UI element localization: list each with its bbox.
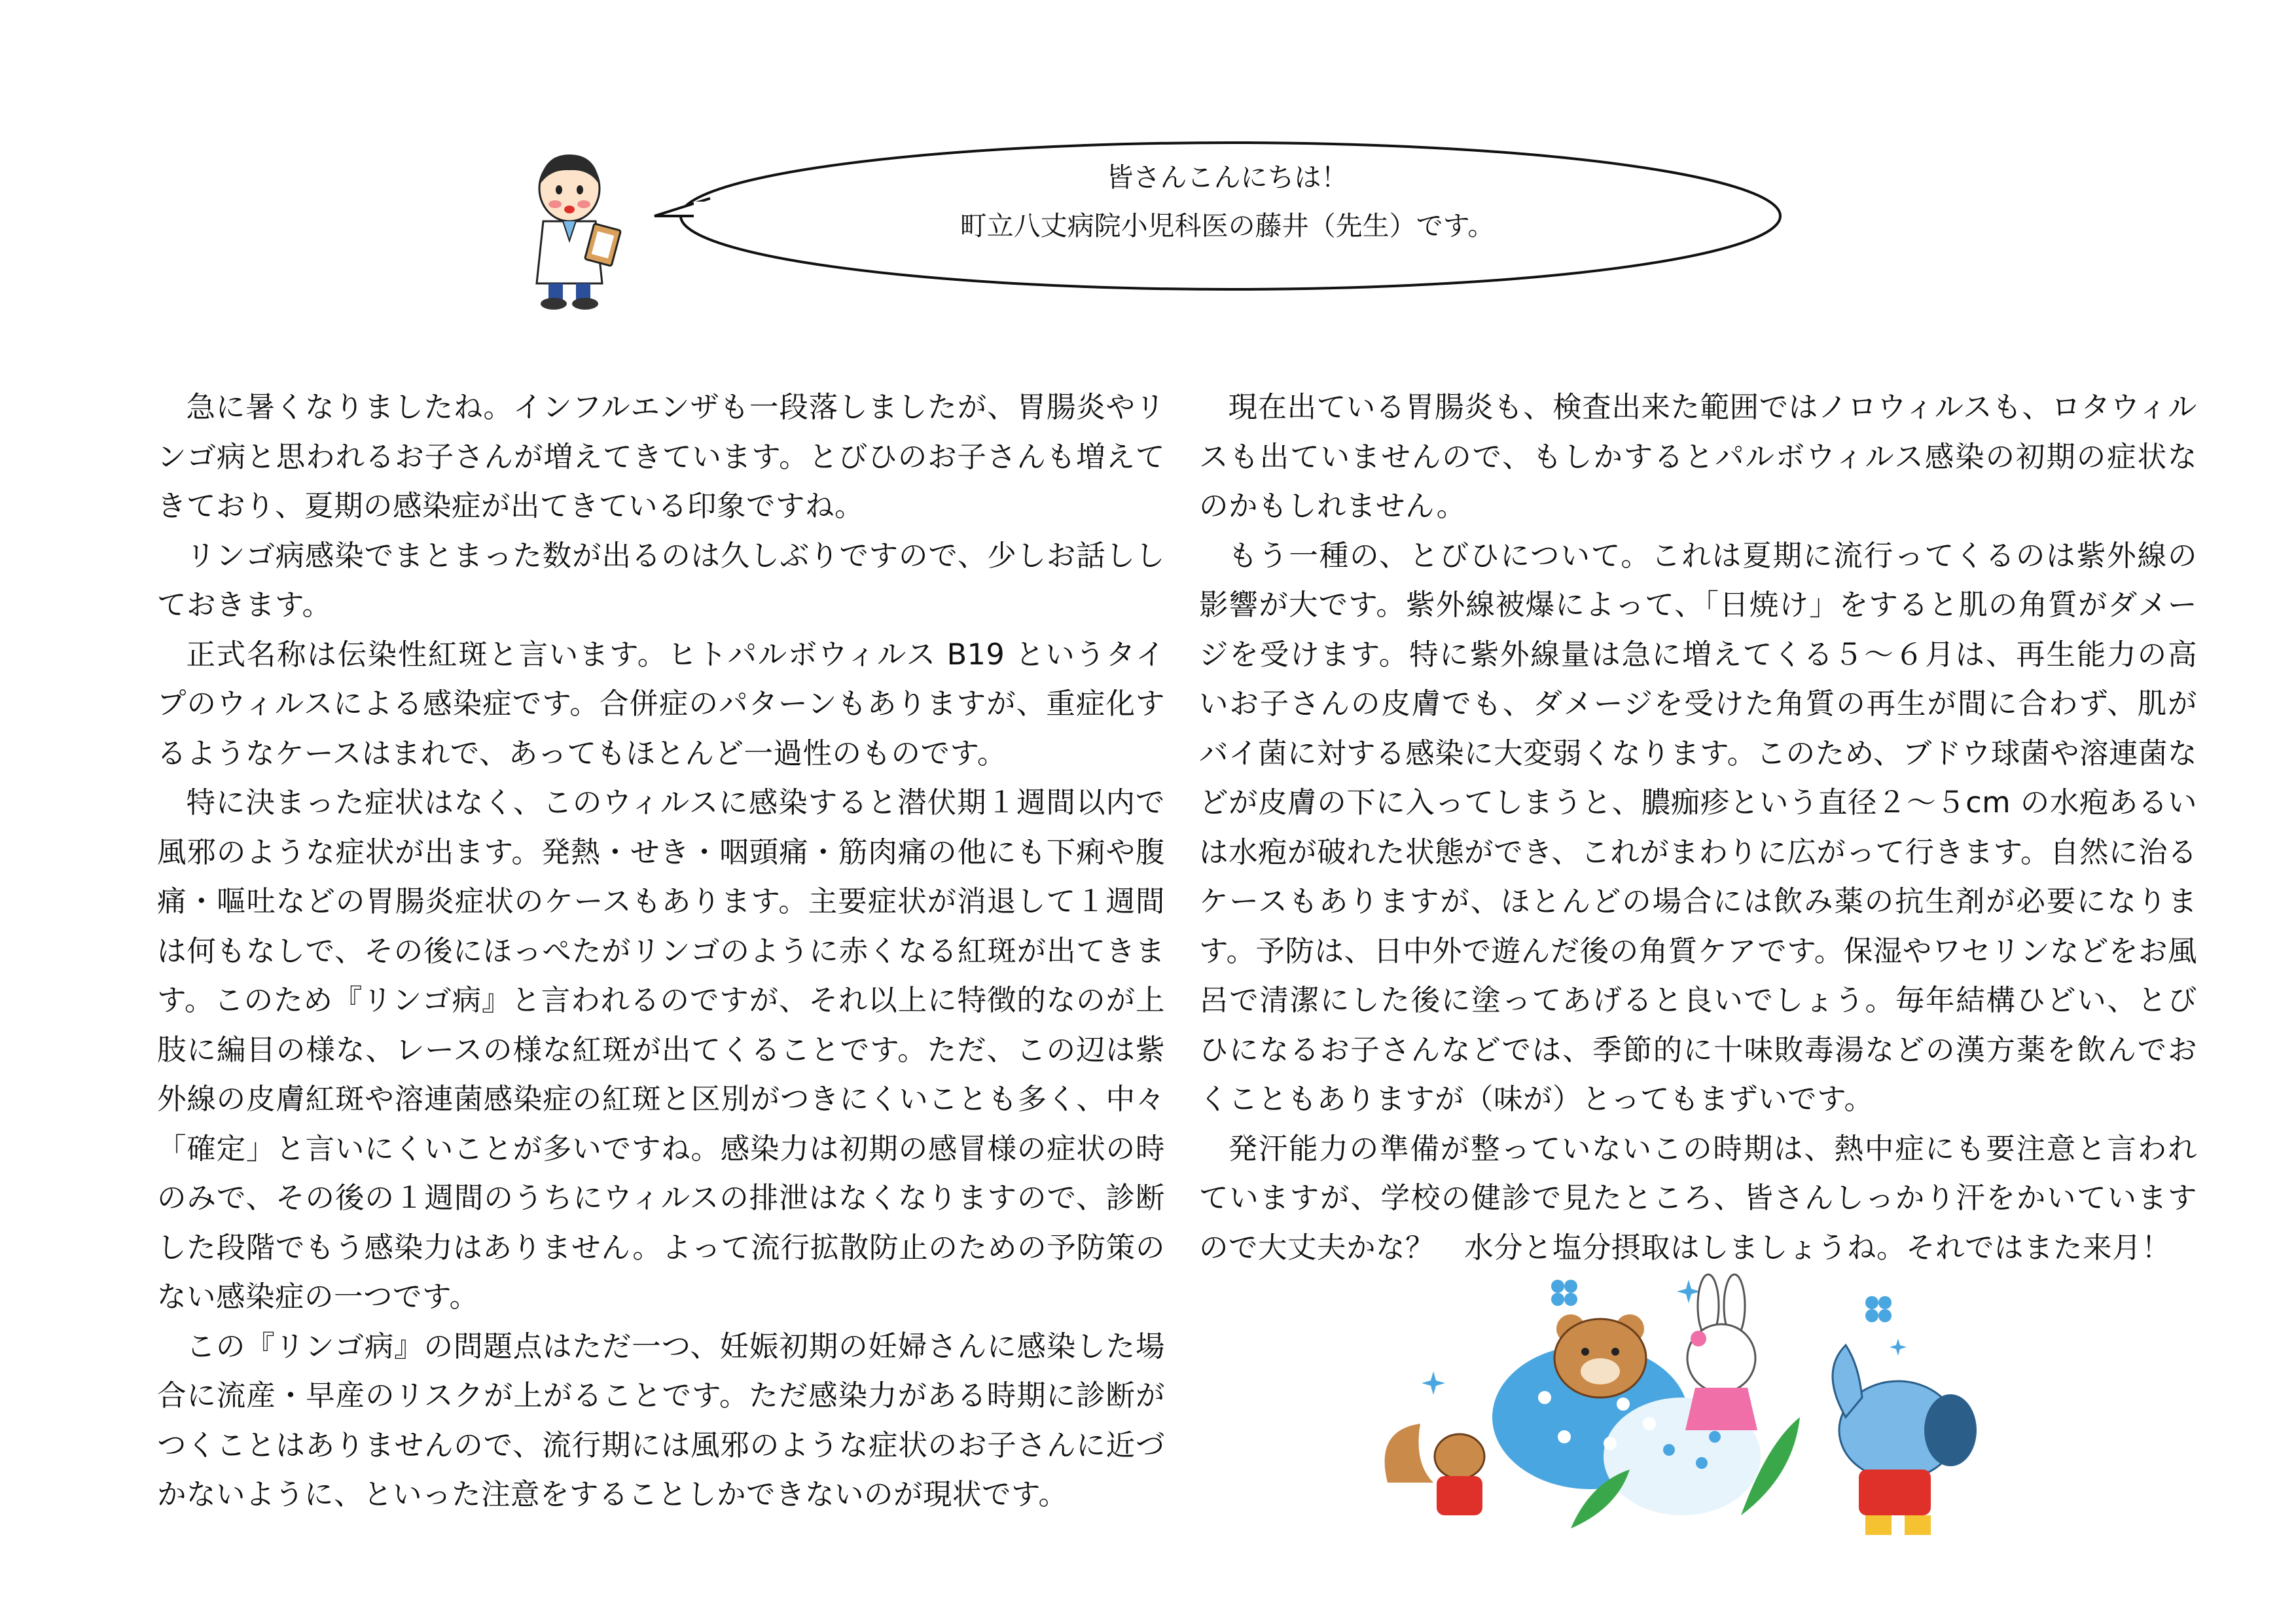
doctor-illustration [517, 149, 622, 313]
bear-icon [1554, 1314, 1646, 1398]
animals-illustration [1374, 1267, 2016, 1542]
paragraph: リンゴ病感染でまとまった数が出るのは久しぶりですので、少しお話ししておきます。 [157, 539, 1165, 622]
elephant-icon [1833, 1345, 1977, 1535]
paragraph: もう一種の、とびひについて。これは夏期に流行ってくるのは紫外線の影響が大です。紫外線被爆によって、「日焼け」をすると肌の角質がダメージを受けます。特に紫外線量は急に増えてくる５～６月は、再生能力の高いお子さんの皮膚でも、ダメージを受けた角質の再生が間に合わず、肌がバイ菌に対する感染に大変弱くなります。このため、ブドウ球菌や溶連菌などが皮膚の下に入ってしまうと、膿痂疹という直径２～５cm の水疱あるいは水疱が破れた状態ができ、これがまわりに広がって行きます。自然に治るケースもありますが、ほとんどの場合には飲み薬の抗生剤が必要になります。予防は、日中外で遊んだ後の角質ケアです。保湿やワセリンなどをお風呂で清潔にした後に塗ってあげると良いでしょう。毎年結構ひどい、とびひになるお子さんなどでは、季節的に十味敗毒湯などの漢方薬を飲んでおくこともありますが（味が）とってもまずいです。 [1199, 539, 2197, 1116]
right-column [1199, 383, 2197, 1272]
paragraph: 発汗能力の準備が整っていないこの時期は、熱中症にも要注意と言われていますが、学校の健診で見たところ、皆さんしっかり汗をかいていますので大丈夫かな？ 水分と塩分摂取はしましょうね。それではまた来月！ [1199, 1132, 2197, 1265]
squirrel-icon [1385, 1424, 1484, 1515]
paragraph: 特に決まった症状はなく、このウィルスに感染すると潜伏期１週間以内で風邪のような症状が出ます。発熱・せき・咽頭痛・筋肉痛の他にも下痢や腹痛・嘔吐などの胃腸炎症状のケースもあります。主要症状が消退して１週間は何もなしで、その後にほっぺたがリンゴのように赤くなる紅斑が出てきます。このため『リンゴ病』と言われるのですが、それ以上に特徴的なのが上肢に編目の様な、レースの様な紅斑が出てくることです。ただ、この辺は紫外線の皮膚紅斑や溶連菌感染症の紅斑と区別がつきにくいことも多く、中々「確定」と言いにくいことが多いですね。感染力は初期の感冒様の症状の時のみで、その後の１週間のうちにウィルスの排泄はなくなりますので、診断した段階でもう感染力はありません。よって流行拡散防止のための予防策のない感染症の一つです。 [157, 786, 1165, 1314]
paragraph: 現在出ている胃腸炎も、検査出来た範囲ではノロウィルスも、ロタウィルスも出ていませんので、もしかするとパルボウィルス感染の初期の症状なのかもしれません。 [1199, 391, 2197, 523]
doctor-icon [537, 154, 621, 310]
paragraph: 正式名称は伝染性紅斑と言います。ヒトパルボウィルス B19 というタイプのウィルスによる感染症です。合併症のパターンもありますが、重症化するようなケースはまれで、あってもほとんど一過性のものです。 [157, 638, 1165, 770]
left-column [157, 383, 1165, 1520]
paragraph: この『リンゴ病』の問題点はただ一つ、妊娠初期の妊婦さんに感染した場合に流産・早産のリスクが上がることです。ただ感染力がある時期に診断がつくことはありませんので、流行期には風邪のような症状のお子さんに近づかないように、といった注意をすることしかできないのが現状です。 [157, 1329, 1165, 1511]
rabbit-icon [1685, 1274, 1757, 1430]
paragraph: 急に暑くなりましたね。インフルエンザも一段落しましたが、胃腸炎やリンゴ病と思われるお子さんが増えてきています。とびひのお子さんも増えてきており、夏期の感染症が出てきている印象ですね。 [157, 391, 1165, 523]
introduction-line: 町立八丈病院小児科医の藤井（先生）です。 [960, 210, 1495, 242]
greeting-line: 皆さんこんにちは！ [1106, 162, 1348, 193]
